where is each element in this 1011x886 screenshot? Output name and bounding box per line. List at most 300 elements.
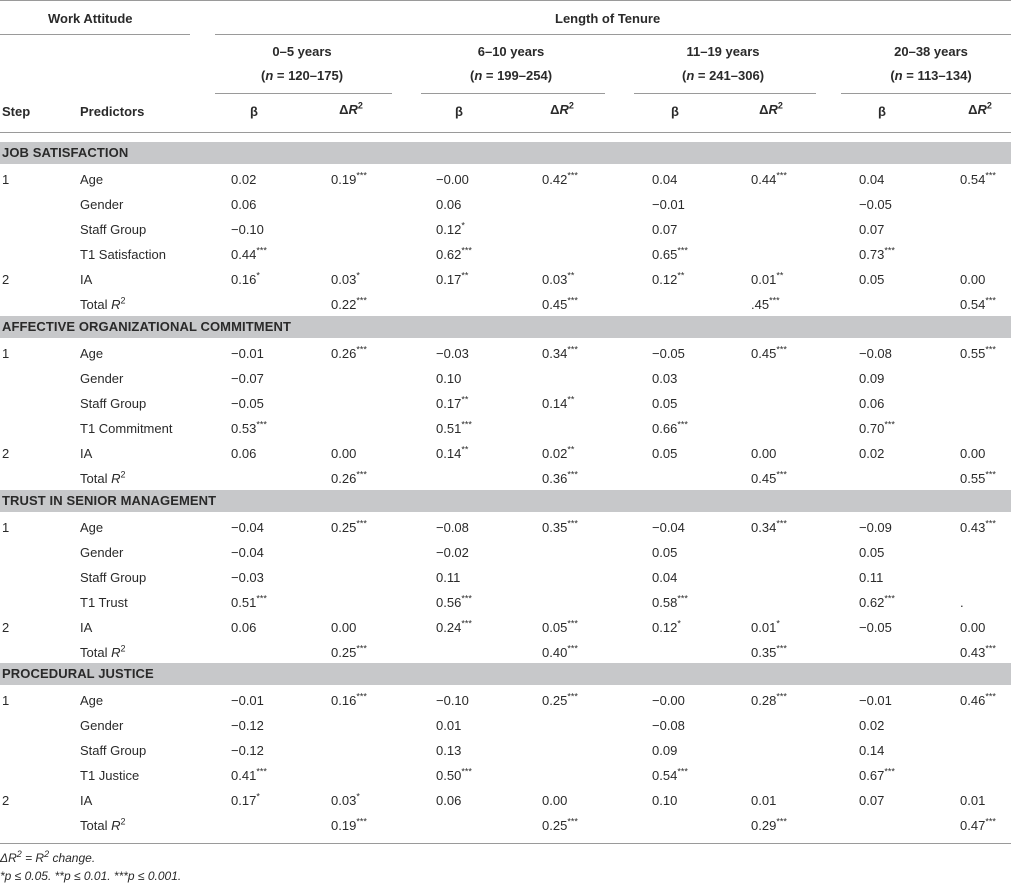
predictor-label: Total xyxy=(80,470,108,486)
delta-r2-value xyxy=(331,520,367,535)
row-predictor xyxy=(80,371,123,386)
beta-value: −0.01 xyxy=(231,346,264,361)
significance-stars: *** xyxy=(256,245,267,256)
delta-r2-value xyxy=(960,346,996,361)
header-delta-r2 xyxy=(940,102,1011,117)
tenure-group-n xyxy=(431,68,591,83)
value-number: 0.43 xyxy=(960,520,986,535)
predictor-label: IA xyxy=(80,445,93,461)
beta-value: −0.08 xyxy=(436,520,469,535)
predictor-label: Total xyxy=(80,296,108,312)
significance-stars: *** xyxy=(776,170,787,181)
predictor-label: T1 Trust xyxy=(80,594,128,610)
significance-stars: *** xyxy=(677,593,688,604)
delta-r2-value xyxy=(331,346,367,361)
significance-stars: ** xyxy=(677,270,685,281)
delta-r2-value: . xyxy=(960,594,964,610)
significance-stars: *** xyxy=(567,295,578,306)
beta-value: −0.05 xyxy=(652,346,685,361)
total-r-sup: 2 xyxy=(120,816,126,827)
significance-stars: *** xyxy=(461,419,472,430)
beta-value: −0.00 xyxy=(652,693,685,708)
value-number: 0.54 xyxy=(652,767,678,783)
beta-value xyxy=(231,272,260,287)
group-underline xyxy=(215,93,392,94)
predictor-label: Gender xyxy=(80,717,124,733)
beta-value xyxy=(859,421,895,436)
tenure-group-years: 0–5 years xyxy=(272,44,332,59)
value-number: 0.66 xyxy=(652,420,678,436)
value-number: 0.19 xyxy=(331,172,357,187)
significance-stars: *** xyxy=(356,469,367,480)
delta-r2-value xyxy=(960,520,996,535)
value-number: 0.53 xyxy=(231,420,257,436)
beta-value: −0.08 xyxy=(859,346,892,361)
value-number: 0.41 xyxy=(231,767,257,783)
predictor-label: T1 Justice xyxy=(80,767,140,783)
significance-stars: *** xyxy=(356,518,367,529)
delta-r2-value xyxy=(331,693,367,708)
predictor-label: Total xyxy=(80,817,108,833)
significance-stars: *** xyxy=(256,766,267,777)
significance-stars: *** xyxy=(677,766,688,777)
beta-value xyxy=(436,222,465,237)
value-number: 0.16 xyxy=(231,271,257,287)
row-predictor xyxy=(80,595,128,610)
row-predictor xyxy=(80,570,146,585)
n-label: n xyxy=(474,68,483,83)
row-predictor xyxy=(80,520,103,535)
significance-stars: ** xyxy=(567,444,575,455)
beta-value: −0.08 xyxy=(652,717,685,733)
row-predictor xyxy=(80,222,146,237)
beta-value: 0.05 xyxy=(859,271,885,287)
tenure-group-n xyxy=(851,68,1011,83)
row-step: 2 xyxy=(2,271,10,287)
significance-stars: *** xyxy=(884,419,895,430)
delta-r2-value xyxy=(542,172,578,187)
section-title: AFFECTIVE ORGANIZATIONAL COMMITMENT xyxy=(2,319,291,334)
significance-stars: ** xyxy=(776,270,784,281)
header-delta-r2 xyxy=(311,102,391,117)
row-predictor xyxy=(80,247,166,262)
beta-value: 0.05 xyxy=(652,395,678,411)
value-number: 0.17 xyxy=(436,395,462,411)
n-open-paren: ( xyxy=(469,68,475,83)
significance-stars: *** xyxy=(985,469,996,480)
beta-value: −0.00 xyxy=(436,172,469,187)
value-number: 0.01 xyxy=(751,619,777,635)
row-predictor xyxy=(80,545,123,560)
row-step: 2 xyxy=(2,619,10,635)
beta-value: −0.04 xyxy=(231,520,264,535)
delta-r2-value xyxy=(542,396,574,411)
significance-stars: * xyxy=(461,220,465,231)
delta-r2-value xyxy=(751,818,787,833)
predictor-label: Gender xyxy=(80,370,124,386)
tenure-group-years: 20–38 years xyxy=(894,44,968,59)
n-range: = 199–254) xyxy=(482,68,553,83)
delta-r2-value xyxy=(751,520,787,535)
significance-stars: *** xyxy=(356,691,367,702)
row-predictor xyxy=(80,421,172,436)
n-open-paren: ( xyxy=(890,68,895,83)
beta-value: 0.06 xyxy=(436,196,462,212)
row-step: 1 xyxy=(2,693,10,708)
delta-r2-value xyxy=(751,620,780,635)
beta-value: 0.05 xyxy=(859,544,885,560)
beta-value xyxy=(436,595,472,610)
significance-stars: *** xyxy=(356,344,367,355)
n-range: = 113–134) xyxy=(902,68,972,83)
significance-stars: *** xyxy=(567,518,578,529)
predictor-label: Staff Group xyxy=(80,395,147,411)
value-number: 0.62 xyxy=(859,594,885,610)
value-number: 0.24 xyxy=(436,619,462,635)
group-underline xyxy=(634,93,816,94)
beta-value xyxy=(652,620,681,635)
value-number: 0.73 xyxy=(859,246,885,262)
row-step: 2 xyxy=(2,445,10,461)
delta-r2-value xyxy=(960,471,996,486)
beta-value: 0.06 xyxy=(436,792,462,808)
value-number: 0.54 xyxy=(960,172,986,187)
value-number: 0.62 xyxy=(436,246,462,262)
total-r-symbol: R xyxy=(111,470,121,486)
significance-stars: ** xyxy=(567,270,575,281)
delta-r2-value xyxy=(542,818,578,833)
section-header xyxy=(0,316,1011,338)
total-r-symbol: R xyxy=(111,817,121,833)
delta-r2-value xyxy=(331,471,367,486)
delta-r2-value: 0.00 xyxy=(331,445,357,461)
header-bottom-rule xyxy=(0,132,1011,133)
beta-value xyxy=(436,446,468,461)
value-number: 0.42 xyxy=(542,172,568,187)
significance-stars: * xyxy=(356,791,360,802)
significance-stars: *** xyxy=(985,691,996,702)
row-step: 1 xyxy=(2,520,10,535)
delta-r2-value xyxy=(331,172,367,187)
beta-value xyxy=(436,768,472,783)
significance-stars: *** xyxy=(461,245,472,256)
significance-stars: *** xyxy=(567,344,578,355)
delta-r2-value: 0.00 xyxy=(960,271,986,287)
n-open-paren: ( xyxy=(260,68,266,83)
significance-stars: *** xyxy=(884,593,895,604)
header-delta-r2 xyxy=(522,102,602,117)
value-number: 0.03 xyxy=(542,271,568,287)
significance-stars: *** xyxy=(567,170,578,181)
total-r-sup: 2 xyxy=(120,643,126,654)
value-number: 0.65 xyxy=(652,246,678,262)
row-predictor xyxy=(80,272,92,287)
beta-value: 0.04 xyxy=(859,172,885,187)
value-number: 0.02 xyxy=(542,445,568,461)
significance-stars: ** xyxy=(461,444,469,455)
delta-symbol: Δ xyxy=(759,102,769,117)
value-number: 0.35 xyxy=(542,520,568,535)
value-number: 0.45 xyxy=(542,296,568,312)
value-number: 0.45 xyxy=(751,346,777,361)
row-predictor xyxy=(80,818,126,833)
beta-value: 0.05 xyxy=(652,544,678,560)
footnote-note1-text: = $R^2$ change. xyxy=(25,849,96,865)
value-number: 0.50 xyxy=(436,767,462,783)
beta-value: −0.10 xyxy=(231,221,264,237)
significance-stars: *** xyxy=(769,295,780,306)
delta-r2-value xyxy=(960,297,996,312)
predictor-label: Age xyxy=(80,693,104,708)
predictor-label: Age xyxy=(80,172,104,187)
row-predictor xyxy=(80,793,92,808)
row-predictor xyxy=(80,197,123,212)
table-bottom-rule xyxy=(0,843,1011,844)
delta-r2-value xyxy=(331,645,367,660)
delta-r2-value: 0.01 xyxy=(960,792,986,808)
beta-value: 0.05 xyxy=(652,445,678,461)
delta-r2-value xyxy=(751,693,787,708)
delta-r2-value xyxy=(331,793,360,808)
beta-value: −0.04 xyxy=(231,544,264,560)
beta-value: −0.01 xyxy=(652,196,685,212)
beta-value: 0.06 xyxy=(231,445,257,461)
value-number: 0.17 xyxy=(436,271,462,287)
header-rule-work-attitude xyxy=(0,34,190,35)
delta-r2-value xyxy=(751,645,787,660)
table-top-rule xyxy=(0,0,1011,1)
predictor-label: Age xyxy=(80,520,104,535)
beta-value xyxy=(231,247,267,262)
n-label: n xyxy=(894,68,903,83)
row-step: 1 xyxy=(2,346,10,361)
r-squared-sup: 2 xyxy=(777,100,783,111)
header-predictors: Predictors xyxy=(80,104,145,119)
beta-value xyxy=(652,421,688,436)
tenure-group-n xyxy=(222,68,382,83)
beta-value: −0.01 xyxy=(231,693,264,708)
significance-stars: *** xyxy=(985,643,996,654)
significance-stars: *** xyxy=(356,295,367,306)
value-number: 0.51 xyxy=(436,420,462,436)
tenure-group-years: 11–19 years xyxy=(686,44,760,59)
delta-r2-value xyxy=(960,818,996,833)
value-number: 0.03 xyxy=(331,792,357,808)
significance-stars: *** xyxy=(461,593,472,604)
predictor-label: T1 Commitment xyxy=(80,420,173,436)
row-predictor xyxy=(80,718,123,733)
delta-r2-value xyxy=(331,272,360,287)
value-number: 0.17 xyxy=(231,792,257,808)
significance-stars: *** xyxy=(256,419,267,430)
significance-stars: *** xyxy=(985,170,996,181)
beta-value xyxy=(436,421,472,436)
delta-r2-value xyxy=(542,446,574,461)
beta-value xyxy=(859,247,895,262)
significance-stars: *** xyxy=(461,766,472,777)
value-number: 0.44 xyxy=(751,172,777,187)
r-squared-sup: 2 xyxy=(986,100,992,111)
significance-stars: *** xyxy=(776,816,787,827)
footnote-significance: *p ≤ 0.05. **p ≤ 0.01. ***p ≤ 0.001. xyxy=(0,869,182,883)
section-header xyxy=(0,663,1011,685)
r-squared-sup: 2 xyxy=(568,100,574,111)
beta-value: −0.09 xyxy=(859,520,892,535)
value-number: 0.22 xyxy=(331,296,357,312)
beta-value: −0.02 xyxy=(436,544,469,560)
tenure-group-years: 6–10 years xyxy=(477,44,545,59)
beta-value: 0.02 xyxy=(231,172,257,187)
significance-stars: *** xyxy=(356,643,367,654)
delta-r2-value xyxy=(751,297,780,312)
value-number: 0.55 xyxy=(960,346,986,361)
row-step: 1 xyxy=(2,172,10,187)
value-number: 0.19 xyxy=(331,817,357,833)
beta-value xyxy=(652,247,688,262)
significance-stars: *** xyxy=(985,344,996,355)
footnote-delta-r2 xyxy=(0,851,95,865)
beta-value: 0.01 xyxy=(436,717,462,733)
delta-r2-value xyxy=(542,346,578,361)
delta-r2-value xyxy=(542,620,578,635)
value-number: 0.26 xyxy=(331,346,357,361)
delta-r2-value xyxy=(960,693,996,708)
significance-stars: *** xyxy=(356,170,367,181)
value-number: 0.14 xyxy=(436,445,462,461)
row-predictor xyxy=(80,471,126,486)
r-squared-sup: 2 xyxy=(357,100,363,111)
r-symbol: R xyxy=(348,102,358,117)
beta-value: −0.05 xyxy=(231,395,264,411)
value-number: 0.44 xyxy=(231,246,257,262)
significance-stars: *** xyxy=(884,766,895,777)
total-r-sup: 2 xyxy=(120,469,126,480)
beta-value: −0.03 xyxy=(436,346,469,361)
delta-r2-value xyxy=(542,297,578,312)
n-open-paren: ( xyxy=(681,68,687,83)
value-number: 0.56 xyxy=(436,594,462,610)
value-number: 0.03 xyxy=(331,271,357,287)
significance-stars: *** xyxy=(776,344,787,355)
row-predictor xyxy=(80,768,139,783)
delta-r2-value: 0.00 xyxy=(960,619,986,635)
significance-stars: * xyxy=(776,618,780,629)
significance-stars: *** xyxy=(776,643,787,654)
n-label: n xyxy=(686,68,695,83)
significance-stars: * xyxy=(256,791,260,802)
delta-r2-value xyxy=(331,297,367,312)
significance-stars: *** xyxy=(256,593,267,604)
group-underline xyxy=(841,93,1011,94)
predictor-label: Staff Group xyxy=(80,569,147,585)
predictor-label: T1 Satisfaction xyxy=(80,246,166,262)
delta-r2-value xyxy=(542,645,578,660)
beta-value xyxy=(652,272,684,287)
significance-stars: *** xyxy=(567,469,578,480)
beta-value: 0.10 xyxy=(436,370,462,386)
section-title: TRUST IN SENIOR MANAGEMENT xyxy=(2,493,217,508)
beta-value: −0.05 xyxy=(859,196,892,212)
header-beta: β xyxy=(455,104,463,119)
beta-value xyxy=(436,247,472,262)
delta-r2-value xyxy=(751,346,787,361)
tenure-group-n xyxy=(643,68,803,83)
significance-stars: *** xyxy=(985,518,996,529)
value-number: 0.70 xyxy=(859,420,885,436)
value-number: 0.14 xyxy=(542,395,568,411)
n-label: n xyxy=(265,68,274,83)
significance-stars: *** xyxy=(776,518,787,529)
beta-value: 0.10 xyxy=(652,792,678,808)
value-number: 0.16 xyxy=(331,693,357,708)
beta-value: 0.04 xyxy=(652,569,678,585)
value-number: 0.51 xyxy=(231,594,257,610)
value-number: 0.25 xyxy=(542,693,568,708)
beta-value xyxy=(231,768,267,783)
beta-value xyxy=(231,421,267,436)
predictor-label: Age xyxy=(80,346,104,361)
significance-stars: ** xyxy=(461,394,469,405)
beta-value xyxy=(859,768,895,783)
footnote-r: R xyxy=(8,851,17,865)
delta-r2-value xyxy=(542,272,574,287)
value-number: 0.34 xyxy=(542,346,568,361)
significance-stars: * xyxy=(256,270,260,281)
significance-stars: *** xyxy=(677,419,688,430)
value-number: 0.29 xyxy=(751,817,777,833)
value-number: 0.43 xyxy=(960,644,986,660)
predictor-label: IA xyxy=(80,271,93,287)
beta-value: 0.09 xyxy=(652,742,678,758)
section-title: JOB SATISFACTION xyxy=(2,145,129,160)
delta-r2-value xyxy=(960,645,996,660)
r-symbol: R xyxy=(559,102,569,117)
row-predictor xyxy=(80,396,146,411)
total-r-symbol: R xyxy=(111,296,121,312)
header-beta: β xyxy=(250,104,258,119)
delta-symbol: Δ xyxy=(550,102,560,117)
value-number: 0.28 xyxy=(751,693,777,708)
value-number: 0.55 xyxy=(960,470,986,486)
section-header xyxy=(0,490,1011,512)
section-title: PROCEDURAL JUSTICE xyxy=(2,666,154,681)
beta-value: 0.07 xyxy=(859,221,885,237)
significance-stars: *** xyxy=(884,245,895,256)
total-r-sup: 2 xyxy=(120,295,126,306)
beta-value: 0.07 xyxy=(859,792,885,808)
row-step: 2 xyxy=(2,792,10,808)
header-beta: β xyxy=(671,104,679,119)
beta-value: −0.05 xyxy=(859,619,892,635)
predictor-label: Gender xyxy=(80,544,124,560)
beta-value: 0.07 xyxy=(652,221,678,237)
predictor-label: Staff Group xyxy=(80,221,147,237)
significance-stars: *** xyxy=(985,295,996,306)
beta-value xyxy=(231,793,260,808)
beta-value: 0.14 xyxy=(859,742,885,758)
beta-value: 0.04 xyxy=(652,172,678,187)
section-header xyxy=(0,142,1011,164)
significance-stars: *** xyxy=(776,691,787,702)
value-number: 0.54 xyxy=(960,296,986,312)
delta-r2-value: 0.00 xyxy=(542,792,568,808)
significance-stars: ** xyxy=(461,270,469,281)
value-number: 0.25 xyxy=(331,644,357,660)
r-symbol: R xyxy=(768,102,778,117)
beta-value: 0.06 xyxy=(231,196,257,212)
row-predictor xyxy=(80,346,103,361)
beta-value: 0.06 xyxy=(231,619,257,635)
